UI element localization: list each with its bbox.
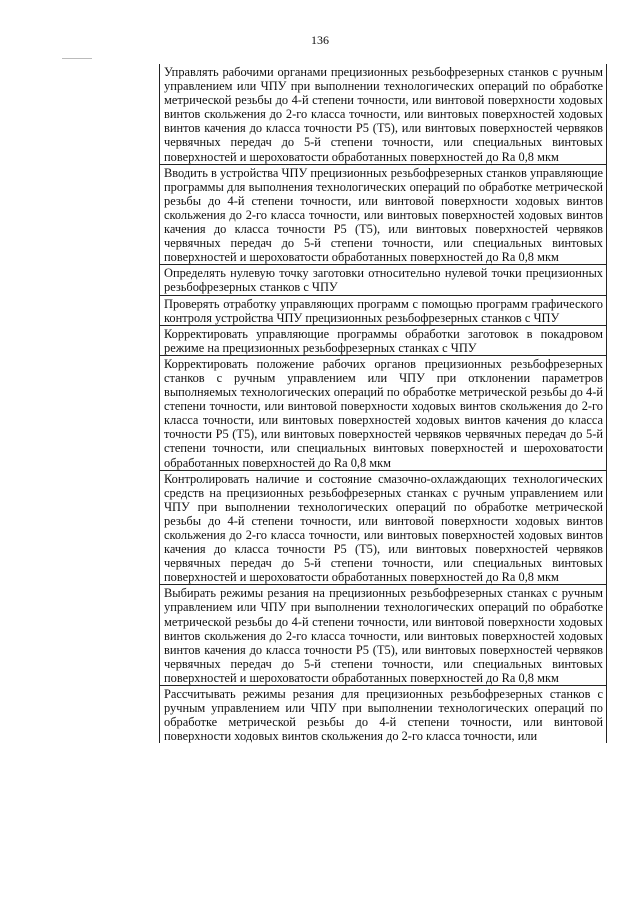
- table-row: Контролировать наличие и состояние смазочно-охлаждающих технологических средств на прецизионных резьбофрезерных станках с ручным управлением или ЧПУ при выполнении технологических операций по обработке метрической резьбы до 4-й степени точности, или винтовой поверхности ходовых винтов скольжения до 2-го класса точности, или винтовых поверхностей ходовых винтов качения до класса точности Р5 (Т5), или винтовых поверхностей червяков червячных передач до 5-й степени точности, или специальных винтовых поверхностей и шероховатости обработанных поверхностей до Ra 0,8 мкм: [160, 470, 606, 585]
- page-number: 136: [311, 33, 329, 47]
- table-row: Корректировать положение рабочих органов прецизионных резьбофрезерных станков с ручным управлением или ЧПУ при отклонении параметров выполняемых технологических операций по обработке метрической резьбы до 4-й степени точности, или винтовой поверхности ходовых винтов скольжения до 2-го класса точности, или винтовых поверхностей ходовых винтов качения до класса точности Р5 (Т5), или винтовых поверхностей червяков червячных передач до 5-й степени точности, или специальных винтовых поверхностей и шероховатости обработанных поверхностей до Ra 0,8 мкм: [160, 355, 606, 470]
- skills-table: [159, 64, 607, 743]
- table-row: Определять нулевую точку заготовки относительно нулевой точки прецизионных резьбофрезерных станков с ЧПУ: [160, 264, 606, 294]
- table-row: Выбирать режимы резания на прецизионных резьбофрезерных станках с ручным управлением или ЧПУ при выполнении технологических операций по обработке метрической резьбы до 4-й степени точности, или винтовой поверхности ходовых винтов скольжения до 2-го класса точности, или винтовых поверхностей ходовых винтов качения до класса точности Р5 (Т5), или винтовых поверхностей червяков червячных передач до 5-й степени точности, или специальных винтовых поверхностей и шероховатости обработанных поверхностей до Ra 0,8 мкм: [160, 584, 606, 685]
- table-row: Корректировать управляющие программы обработки заготовок в покадровом режиме на прецизионных резьбофрезерных станках с ЧПУ: [160, 325, 606, 355]
- table-row: Рассчитывать режимы резания для прецизионных резьбофрезерных станков с ручным управлением или ЧПУ при выполнении технологических операций по обработке метрической резьбы до 4-й степени точности, или винтовой поверхности ходовых винтов скольжения до 2-го класса точности, или: [160, 685, 606, 743]
- table-row: Управлять рабочими органами прецизионных резьбофрезерных станков с ручным управлением или ЧПУ при выполнении технологических операций по обработке метрической резьбы до 4-й степени точности, или винтовой поверхности ходовых винтов скольжения до 2-го класса точности, или винтовых поверхностей ходовых винтов качения до класса точности Р5 (Т5), или винтовых поверхностей червяков червячных передач до 5-й степени точности, или специальных винтовых поверхностей и шероховатости обработанных поверхностей до Ra 0,8 мкм: [164, 65, 603, 164]
- table-row: Вводить в устройства ЧПУ прецизионных резьбофрезерных станков управляющие программы для выполнения технологических операций по обработке метрической резьбы до 4-й степени точности, или винтовой поверхности ходовых винтов скольжения до 2-го класса точности, или винтовых поверхностей ходовых винтов качения до класса точности Р5 (Т5), или винтовых поверхностей червяков червячных передач до 5-й степени точности, или специальных винтовых поверхностей и шероховатости обработанных поверхностей до Ra 0,8 мкм: [160, 164, 606, 265]
- table-row: Проверять отработку управляющих программ с помощью программ графического контроля устройства ЧПУ прецизионных резьбофрезерных станков с ЧПУ: [160, 295, 606, 325]
- margin-divider: [62, 58, 92, 59]
